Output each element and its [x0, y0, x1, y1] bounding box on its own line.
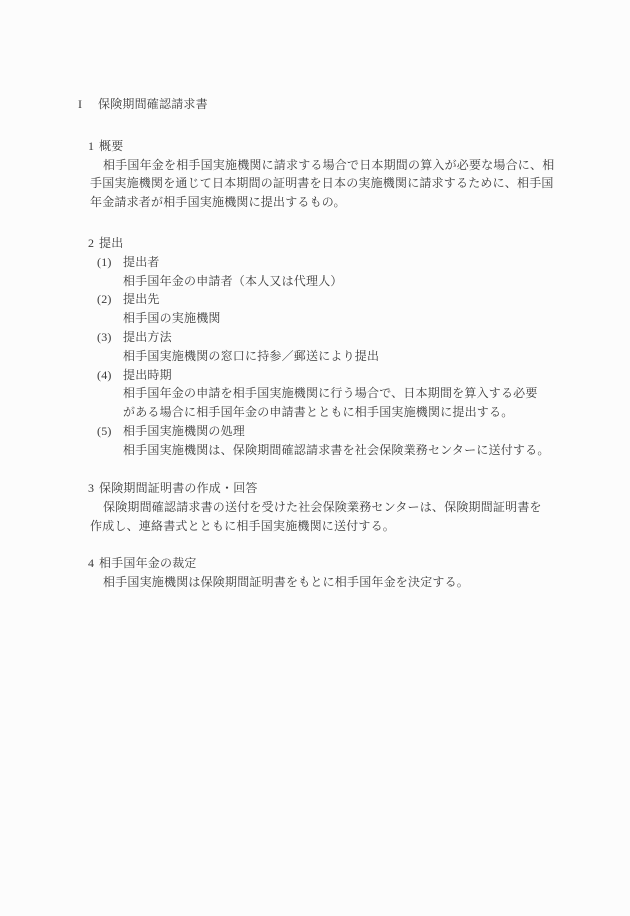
- section-number: 4: [88, 556, 95, 571]
- subitem-label: 提出者: [123, 254, 160, 269]
- paragraph-line: 手国実施機関を通じて日本期間の証明書を日本の実施機関に請求するために、相手国: [90, 176, 554, 191]
- section-submission: [0, 234, 630, 460]
- subitem-label: 提出時期: [123, 367, 172, 382]
- subitem-content-line: がある場合に相手国年金の申請書とともに相手国実施機関に提出する。: [123, 405, 514, 420]
- subitem-content-line: 相手国年金の申請を相手国実施機関に行う場合で、日本期間を算入する必要: [123, 386, 538, 401]
- subitem-heading: [0, 328, 630, 347]
- section-overview: [0, 137, 630, 212]
- section-heading-text: 相手国年金の裁定: [99, 556, 197, 571]
- subitem-content-line: 相手国実施機関は、保険期間確認請求書を社会保険業務センターに送付する。: [123, 442, 550, 457]
- subitem-content-line: 相手国年金の申請者（本人又は代理人）: [123, 273, 343, 288]
- paragraph-line: 作成し、連絡書式とともに相手国実施機関に送付する。: [90, 518, 396, 533]
- subitem-heading: [0, 366, 630, 385]
- subitem-heading: [0, 290, 630, 309]
- section-heading: [0, 137, 630, 156]
- subitem-number: (4): [97, 367, 112, 382]
- paragraph-line: 相手国年金を相手国実施機関に請求する場合で日本期間の算入が必要な場合に、相: [103, 157, 555, 172]
- section-pension-decision: [0, 554, 630, 592]
- subitem-label: 提出先: [123, 292, 160, 307]
- section-number: 1: [88, 138, 95, 153]
- section-number: 2: [88, 235, 95, 250]
- section-heading: [0, 554, 630, 573]
- section-heading-text: 保険期間証明書の作成・回答: [99, 481, 258, 496]
- subitem-number: (3): [97, 329, 112, 344]
- section-heading-text: 提出: [99, 235, 124, 250]
- section-certificate-reply: [0, 479, 630, 535]
- section-heading-text: 概要: [99, 138, 124, 153]
- title-text: 保険期間確認請求書: [98, 97, 208, 111]
- subitem-content-line: 相手国実施機関の窓口に持参／郵送により提出: [123, 348, 380, 363]
- subitem-heading: [0, 422, 630, 441]
- paragraph-line: 保険期間確認請求書の送付を受けた社会保険業務センターは、保険期間証明書を: [103, 499, 542, 514]
- subitem-number: (1): [97, 254, 112, 269]
- subitem-heading: [0, 253, 630, 272]
- document-title: [0, 95, 630, 114]
- subitem-label: 相手国実施機関の処理: [123, 423, 246, 438]
- paragraph-line: 相手国実施機関は保険期間証明書をもとに相手国年金を決定する。: [103, 575, 470, 590]
- subitem-number: (5): [97, 423, 112, 438]
- title-numeral: I: [78, 97, 83, 111]
- subitem-content-line: 相手国の実施機関: [123, 311, 221, 326]
- section-heading: [0, 234, 630, 253]
- paragraph-line: 年金請求者が相手国実施機関に提出するもの。: [90, 195, 346, 210]
- subitem-label: 提出方法: [123, 329, 172, 344]
- section-heading: [0, 479, 630, 498]
- subitem-number: (2): [97, 292, 112, 307]
- section-number: 3: [88, 481, 95, 496]
